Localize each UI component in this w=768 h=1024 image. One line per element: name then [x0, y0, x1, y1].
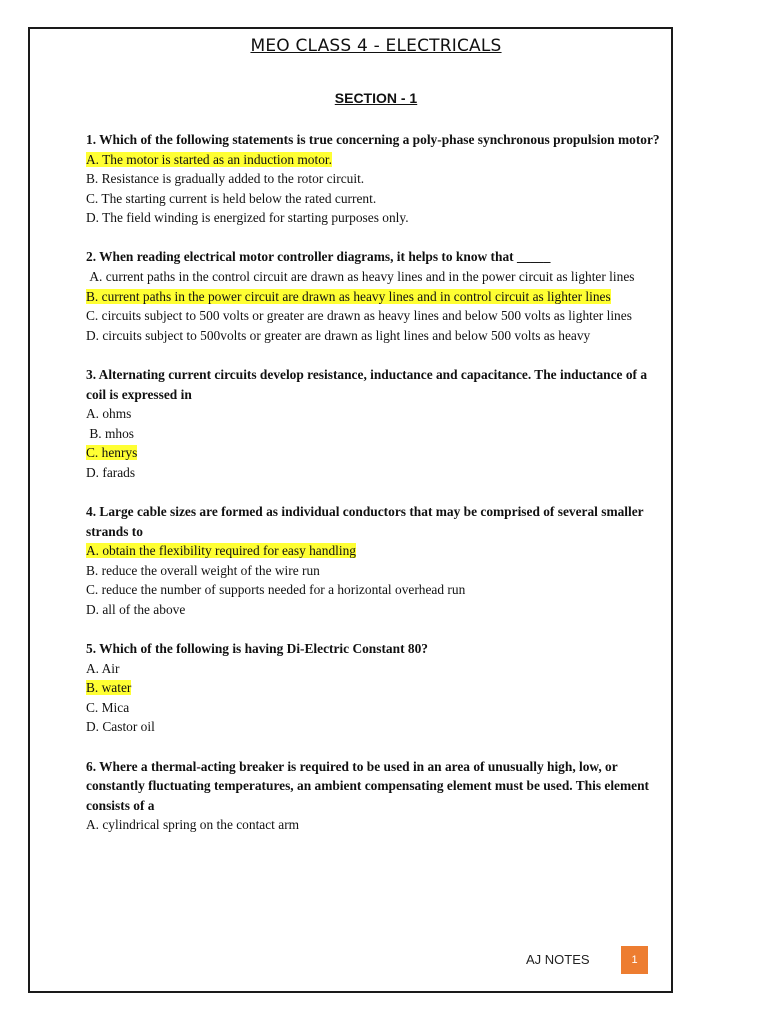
question-stem: 5. Which of the following is having Di-Electric Constant 80?	[86, 641, 428, 657]
document-title: MEO CLASS 4 - ELECTRICALS	[250, 36, 502, 56]
answer-highlight: A. obtain the flexibility required for easy handling	[86, 543, 356, 559]
option-b	[86, 287, 666, 307]
question-stem: 1. Which of the following statements is true concerning a poly-phase synchronous propulsion motor?	[86, 132, 660, 147]
answer-highlight: B. current paths in the power circuit are drawn as heavy lines and in control circuit as lighter lines	[86, 288, 611, 304]
section-heading: SECTION - 1	[334, 90, 418, 106]
question-1	[86, 130, 666, 228]
answer-highlight: A. The motor is started as an induction motor.	[86, 151, 332, 167]
question-stem: 2. When reading electrical motor controller diagrams, it helps to know that _____	[86, 249, 551, 265]
question-3	[86, 365, 666, 483]
option-b: B. Resistance is gradually added to the rotor circuit.	[86, 171, 365, 187]
option-a: A. ohms	[86, 406, 132, 422]
option-a: A. Air	[86, 660, 120, 676]
option-a	[86, 541, 666, 561]
option-d: D. farads	[86, 464, 136, 480]
question-list	[86, 130, 666, 854]
option-d: D. Castor oil	[86, 719, 155, 735]
question-stem: 6. Where a thermal-acting breaker is required to be used in an area of unusually high, low, or constantly fluctuating temperatures, an ambient compensating element must be used. This element consists of a	[86, 758, 650, 813]
page-number-badge: 1	[621, 946, 648, 974]
document-page	[28, 27, 673, 993]
option-c: C. The starting current is held below the rated current.	[86, 190, 377, 206]
option-b: B. mhos	[86, 425, 135, 441]
option-b	[86, 678, 666, 698]
option-d: D. all of the above	[86, 601, 186, 617]
question-stem: 4. Large cable sizes are formed as individual conductors that may be comprised of several smaller strands to	[86, 504, 644, 539]
question-2	[86, 247, 666, 345]
option-b: B. reduce the overall weight of the wire run	[86, 562, 320, 578]
option-c: C. Mica	[86, 699, 130, 715]
option-a: A. cylindrical spring on the contact arm	[86, 817, 300, 833]
question-6	[86, 757, 666, 835]
option-a	[86, 150, 666, 170]
question-5	[86, 639, 666, 737]
answer-highlight: C. henrys	[86, 445, 138, 461]
question-4	[86, 502, 666, 620]
option-c: C. circuits subject to 500 volts or greater are drawn as heavy lines and below 500 volts as lighter lines	[86, 308, 632, 324]
answer-highlight: B. water	[86, 680, 132, 696]
option-a: A. current paths in the control circuit are drawn as heavy lines and in the power circuit as lighter lines	[86, 269, 635, 285]
option-c: C. reduce the number of supports needed for a horizontal overhead run	[86, 582, 466, 598]
question-stem: 3. Alternating current circuits develop resistance, inductance and capacitance. The inductance of a coil is expressed in	[86, 366, 648, 402]
option-d: D. circuits subject to 500volts or greater are drawn as light lines and below 500 volts as heavy	[86, 327, 591, 343]
option-c	[86, 443, 666, 463]
option-d: D. The field winding is energized for starting purposes only.	[86, 210, 409, 226]
footer-label: AJ NOTES	[526, 952, 590, 967]
